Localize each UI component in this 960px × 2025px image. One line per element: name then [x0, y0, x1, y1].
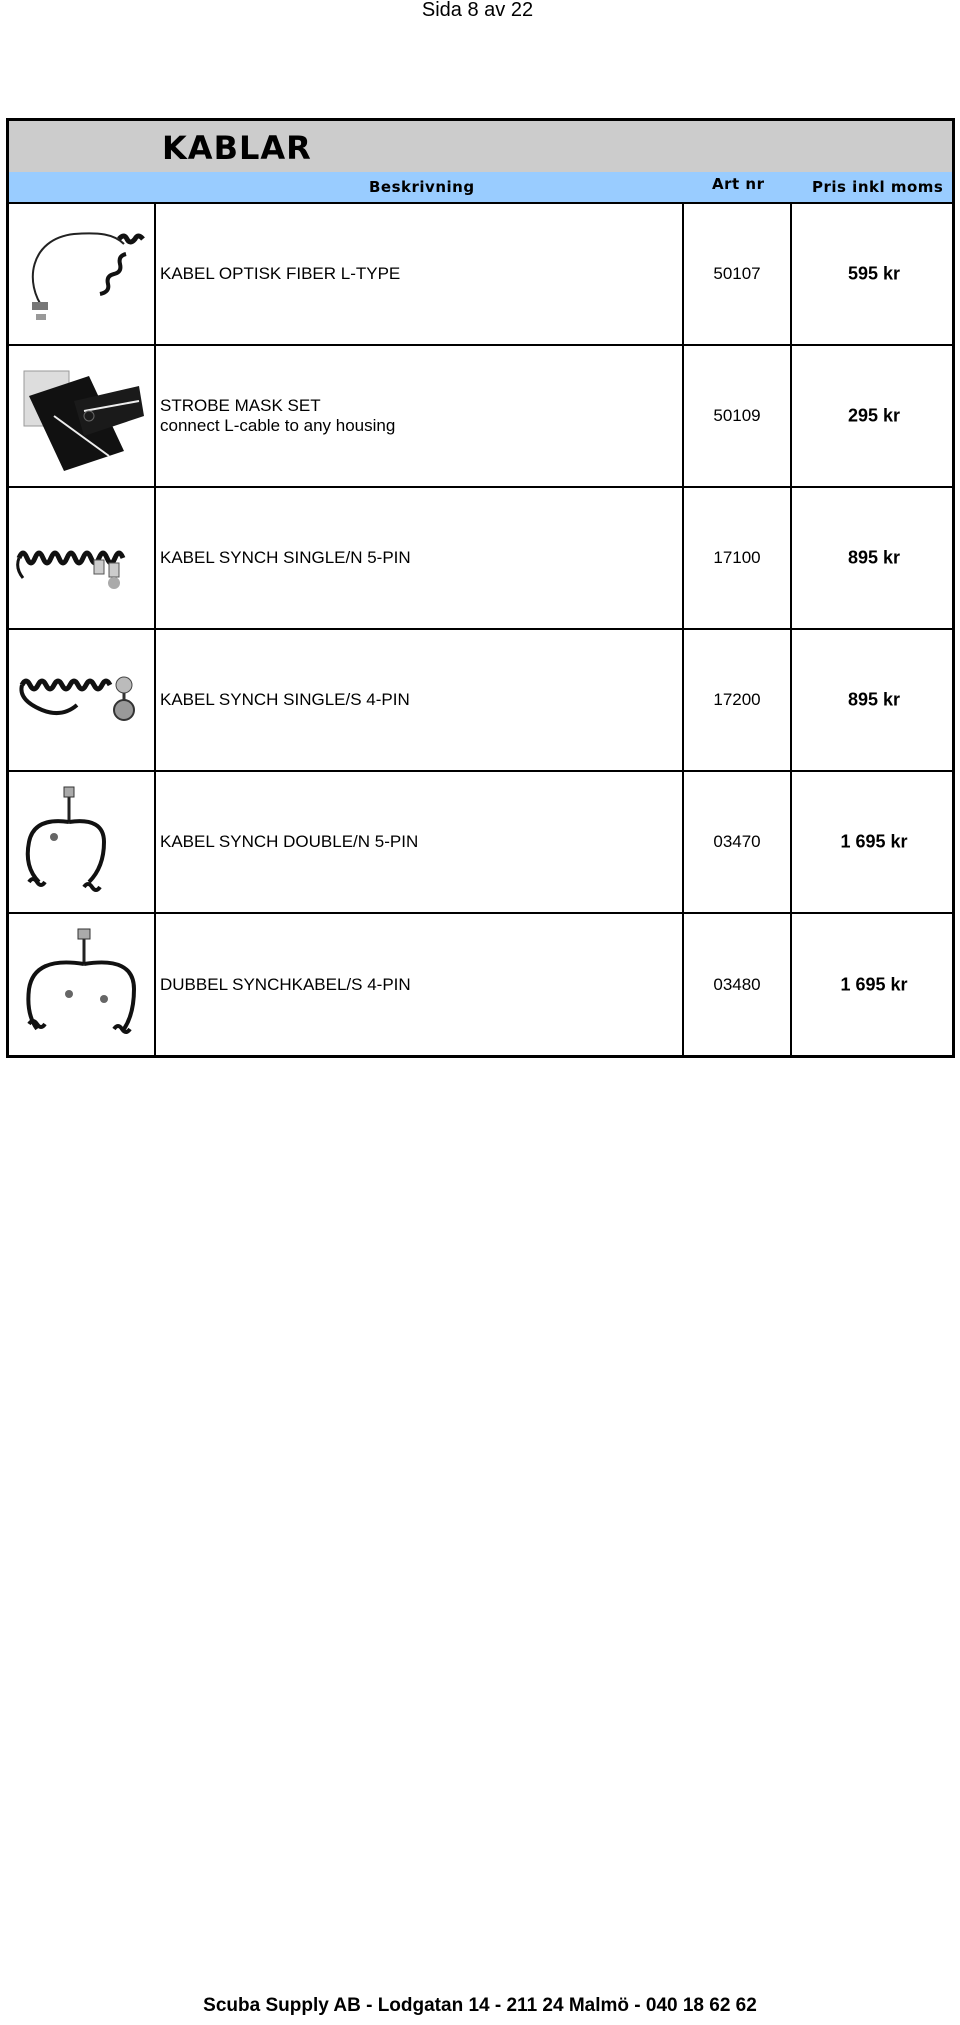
price-cell	[792, 346, 952, 486]
description-cell	[156, 630, 684, 770]
product-image-cell	[9, 630, 156, 770]
product-name: KABEL SYNCH SINGLE/N 5-PIN	[160, 548, 411, 567]
price-cell	[792, 630, 952, 770]
table-row	[9, 772, 952, 914]
section-title: KABLAR	[162, 129, 312, 167]
price: 595 kr	[847, 263, 901, 284]
description-cell	[156, 772, 684, 912]
price-cell	[792, 772, 952, 912]
page-number: Sida 8 av 22	[421, 0, 534, 21]
product-image-cell	[9, 488, 156, 628]
description-cell	[156, 204, 684, 344]
description-cell	[156, 488, 684, 628]
art-nr: 17200	[713, 690, 761, 709]
fiber-cable-icon	[14, 214, 149, 334]
art-nr: 03480	[713, 974, 761, 994]
art-nr-cell	[684, 204, 792, 344]
art-nr: 50107	[713, 264, 761, 283]
art-nr: 17100	[713, 548, 761, 567]
table-row	[9, 630, 952, 772]
double-cable-icon	[14, 782, 149, 902]
product-name: DUBBEL SYNCHKABEL/S 4-PIN	[160, 974, 411, 994]
product-name: STROBE MASK SET	[160, 396, 321, 415]
table-row	[9, 488, 952, 630]
column-header-art-nr: Art nr	[712, 175, 765, 193]
description-cell	[156, 346, 684, 486]
description-cell	[156, 914, 684, 1055]
coiled-cable-icon	[14, 498, 149, 618]
product-image-cell	[9, 204, 156, 344]
column-header-description: Beskrivning	[369, 178, 475, 196]
column-header-price: Pris inkl moms	[812, 178, 944, 196]
product-image-cell	[9, 772, 156, 912]
product-subtitle: connect L-cable to any housing	[160, 416, 396, 435]
price-cell	[792, 914, 952, 1055]
price: 895 kr	[847, 689, 901, 710]
double-cable-icon	[14, 924, 149, 1044]
product-name: KABEL SYNCH DOUBLE/N 5-PIN	[160, 832, 419, 851]
section-header	[9, 121, 952, 172]
column-header-row	[9, 172, 952, 204]
coiled-cable-connector-icon	[14, 640, 149, 760]
table-row	[9, 204, 952, 346]
product-name: KABEL SYNCH SINGLE/S 4-PIN	[160, 690, 410, 709]
art-nr: 03470	[713, 832, 761, 851]
mask-set-icon	[14, 356, 149, 476]
product-image-cell	[9, 346, 156, 486]
price: 895 kr	[847, 547, 901, 568]
art-nr-cell	[684, 914, 792, 1055]
price: 1 695 kr	[840, 831, 908, 852]
art-nr: 50109	[713, 406, 761, 425]
price-table	[6, 118, 955, 1058]
table-row	[9, 346, 952, 488]
art-nr-cell	[684, 630, 792, 770]
price-cell	[792, 488, 952, 628]
art-nr-cell	[684, 772, 792, 912]
art-nr-cell	[684, 346, 792, 486]
footer-address: Scuba Supply AB - Lodgatan 14 - 211 24 Malmö - 040 18 62 62	[203, 1995, 757, 2016]
table-row	[9, 914, 952, 1055]
art-nr-cell	[684, 488, 792, 628]
price: 1 695 kr	[840, 974, 908, 994]
product-image-cell	[9, 914, 156, 1055]
price-cell	[792, 204, 952, 344]
product-name: KABEL OPTISK FIBER L-TYPE	[160, 264, 401, 283]
price: 295 kr	[847, 405, 901, 426]
